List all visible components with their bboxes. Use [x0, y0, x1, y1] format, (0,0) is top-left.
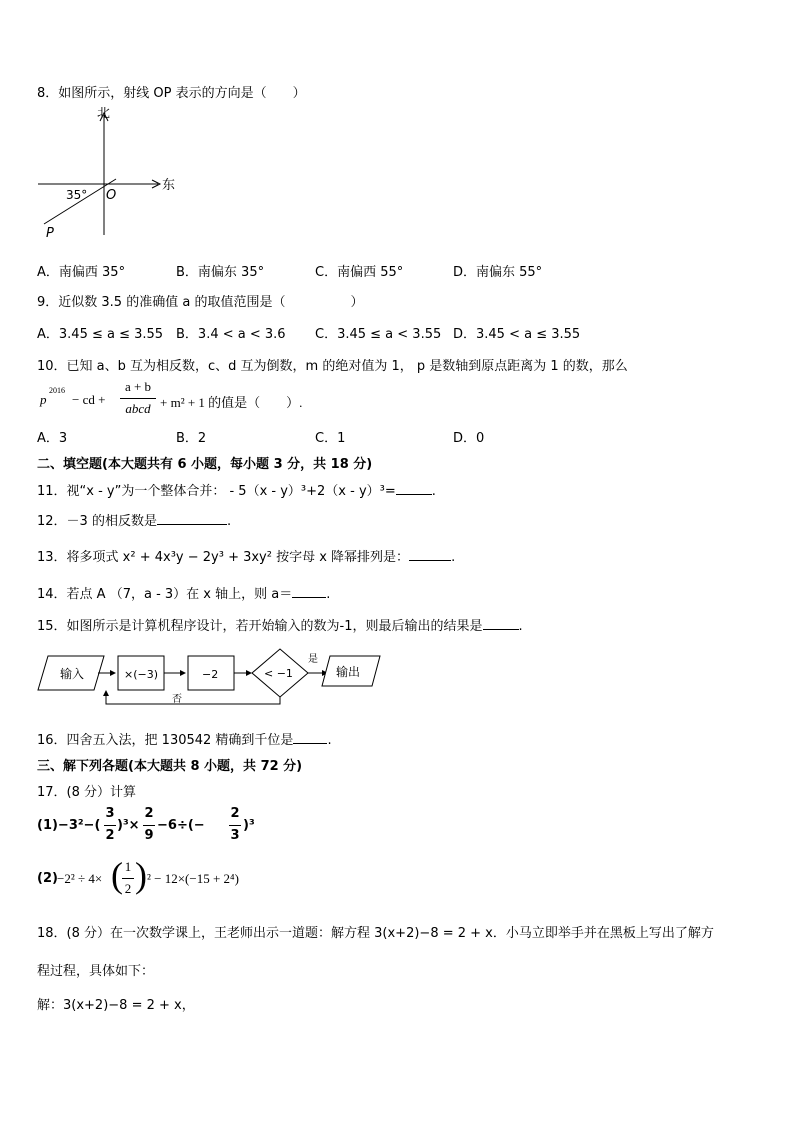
q9-text: 9．近似数 3.5 的准确值 a 的取值范围是（ ）	[37, 295, 364, 310]
q17-1-den3: 3	[230, 828, 240, 843]
q10-option-a: A．3	[37, 431, 68, 446]
q17-1-end: )³	[243, 818, 255, 833]
q18-text-line2: 程过程，具体如下：	[37, 964, 155, 979]
q16-text	[37, 729, 332, 748]
q16-body: 16．四舍五入法，把 130542 精确到千位是	[37, 733, 294, 748]
q17-2-num: 1	[124, 859, 132, 874]
flow-input-label: 输入	[60, 667, 85, 681]
program-flowchart	[36, 648, 396, 710]
q18-text-line1: 18．(8 分）在一次数学课上，王老师出示一道题：解方程 3(x+2)−8 = 2 + x．小马立即举手并在黑板上写出了解方	[37, 926, 714, 941]
q11-blank	[396, 482, 432, 495]
point-label: P	[46, 226, 54, 237]
q12-blank	[157, 512, 227, 525]
q11-body: 11．视“x - y”为一个整体合并： - 5（x - y）³+2（x - y）³=	[37, 484, 396, 499]
q17-2-den: 2	[124, 881, 132, 896]
q14-blank	[292, 585, 326, 598]
q17-2-a: −2² ÷ 4×	[57, 871, 103, 886]
flow-yes-label: 是	[308, 654, 318, 665]
q10-exp: 2016	[49, 386, 65, 395]
flow-subtract-label: −2	[202, 668, 219, 681]
q17-2-label: (2)	[37, 871, 58, 886]
origin-label: O	[106, 188, 117, 203]
east-label: 东	[162, 178, 176, 193]
q12-end: .	[226, 514, 232, 529]
q11-text	[37, 480, 436, 499]
q10-option-b: B．2	[176, 431, 207, 446]
q17-1-mid: )³×	[117, 818, 140, 833]
q10-option-c: C．1	[315, 431, 346, 446]
q13-text	[37, 546, 455, 565]
q13-blank	[409, 548, 451, 561]
q14-end: .	[326, 587, 331, 602]
q16-end: .	[327, 733, 332, 748]
q17-2-bar	[122, 878, 134, 879]
q17-1-bar1	[104, 825, 116, 826]
north-label: 北	[97, 107, 111, 121]
q16-blank	[293, 731, 327, 744]
q17-2-rparen: )	[135, 855, 147, 895]
q17-1-den1: 2	[105, 828, 115, 843]
q11-end: .	[431, 484, 436, 499]
q12-text	[37, 510, 231, 529]
q8-option-a: A．南偏西 35°	[37, 265, 126, 280]
q8-option-d: D．南偏东 55°	[453, 265, 543, 280]
flow-output-label: 输出	[336, 665, 361, 679]
q12-body: 12．－3 的相反数是	[37, 514, 157, 529]
q15-blank	[483, 617, 519, 630]
q17-1-den2: 9	[144, 828, 154, 843]
q10-frac-bar	[120, 398, 156, 399]
q17-1-mid2: −6÷(−	[157, 818, 205, 833]
q10-frac-den: abcd	[125, 401, 151, 416]
q14-text	[37, 583, 330, 602]
angle-label: 35°	[66, 188, 88, 202]
q17-1-bar3	[229, 825, 241, 826]
flow-condition-label: < −1	[264, 667, 293, 680]
section-2-heading: 二、填空题(本大题共有 6 小题，每小题 3 分，共 18 分)	[37, 457, 373, 472]
q10-frac-num: a + b	[124, 379, 152, 394]
q17-1-label: (1)−3²−(	[37, 818, 101, 833]
q10-option-d: D．0	[453, 431, 485, 446]
q17-1-num3: 2	[230, 806, 240, 821]
q8-option-b: B．南偏东 35°	[176, 265, 265, 280]
q14-body: 14．若点 A （7，a - 3）在 x 轴上，则 a＝	[37, 587, 293, 602]
q10-mid: − cd +	[72, 392, 106, 407]
q13-body: 13．将多项式 x² + 4x³y − 2y³ + 3xy² 按字母 x 降幂排列是：	[37, 550, 410, 565]
section-3-heading: 三、解下列各题(本大题共 8 小题，共 72 分)	[37, 759, 303, 774]
q8-text: 8．如图所示，射线 OP 表示的方向是（ ）	[37, 86, 306, 101]
flow-no-label: 否	[172, 694, 182, 705]
q15-body: 15．如图所示是计算机程序设计，若开始输入的数为-1，则最后输出的结果是	[37, 619, 483, 634]
flow-multiply-label: ×(−3)	[124, 668, 159, 681]
q17-2-lparen: (	[111, 855, 123, 895]
q17-2-b: ² − 12×(−15 + 2⁴)	[147, 871, 239, 886]
q15-end: .	[518, 619, 523, 634]
q15-text	[37, 615, 523, 634]
q9-option-d: D．3.45 < a ≤ 3.55	[453, 327, 581, 342]
q17-1-num2: 2	[144, 806, 154, 821]
q9-option-a: A．3.45 ≤ a ≤ 3.55	[37, 327, 164, 342]
q9-option-b: B．3.4 < a < 3.6	[176, 327, 286, 342]
q17-1-num1: 3	[105, 806, 115, 821]
q17-1-bar2	[143, 825, 155, 826]
q10-text: 10．已知 a、b 互为相反数，c、d 互为倒数，m 的绝对值为 1， p 是数轴到原点距离为 1 的数，那么	[37, 359, 628, 374]
q9-option-c: C．3.45 ≤ a < 3.55	[315, 327, 442, 342]
q8-option-c: C．南偏西 55°	[315, 265, 404, 280]
q10-p: p	[40, 392, 47, 407]
q10-right: + m² + 1 的值是（ ）.	[160, 395, 303, 410]
compass-figure	[34, 107, 194, 237]
q17-text: 17．(8 分）计算	[37, 785, 137, 800]
q13-end: .	[451, 550, 456, 565]
q18-text-line3: 解：3(x+2)−8 = 2 + x，	[37, 998, 195, 1013]
